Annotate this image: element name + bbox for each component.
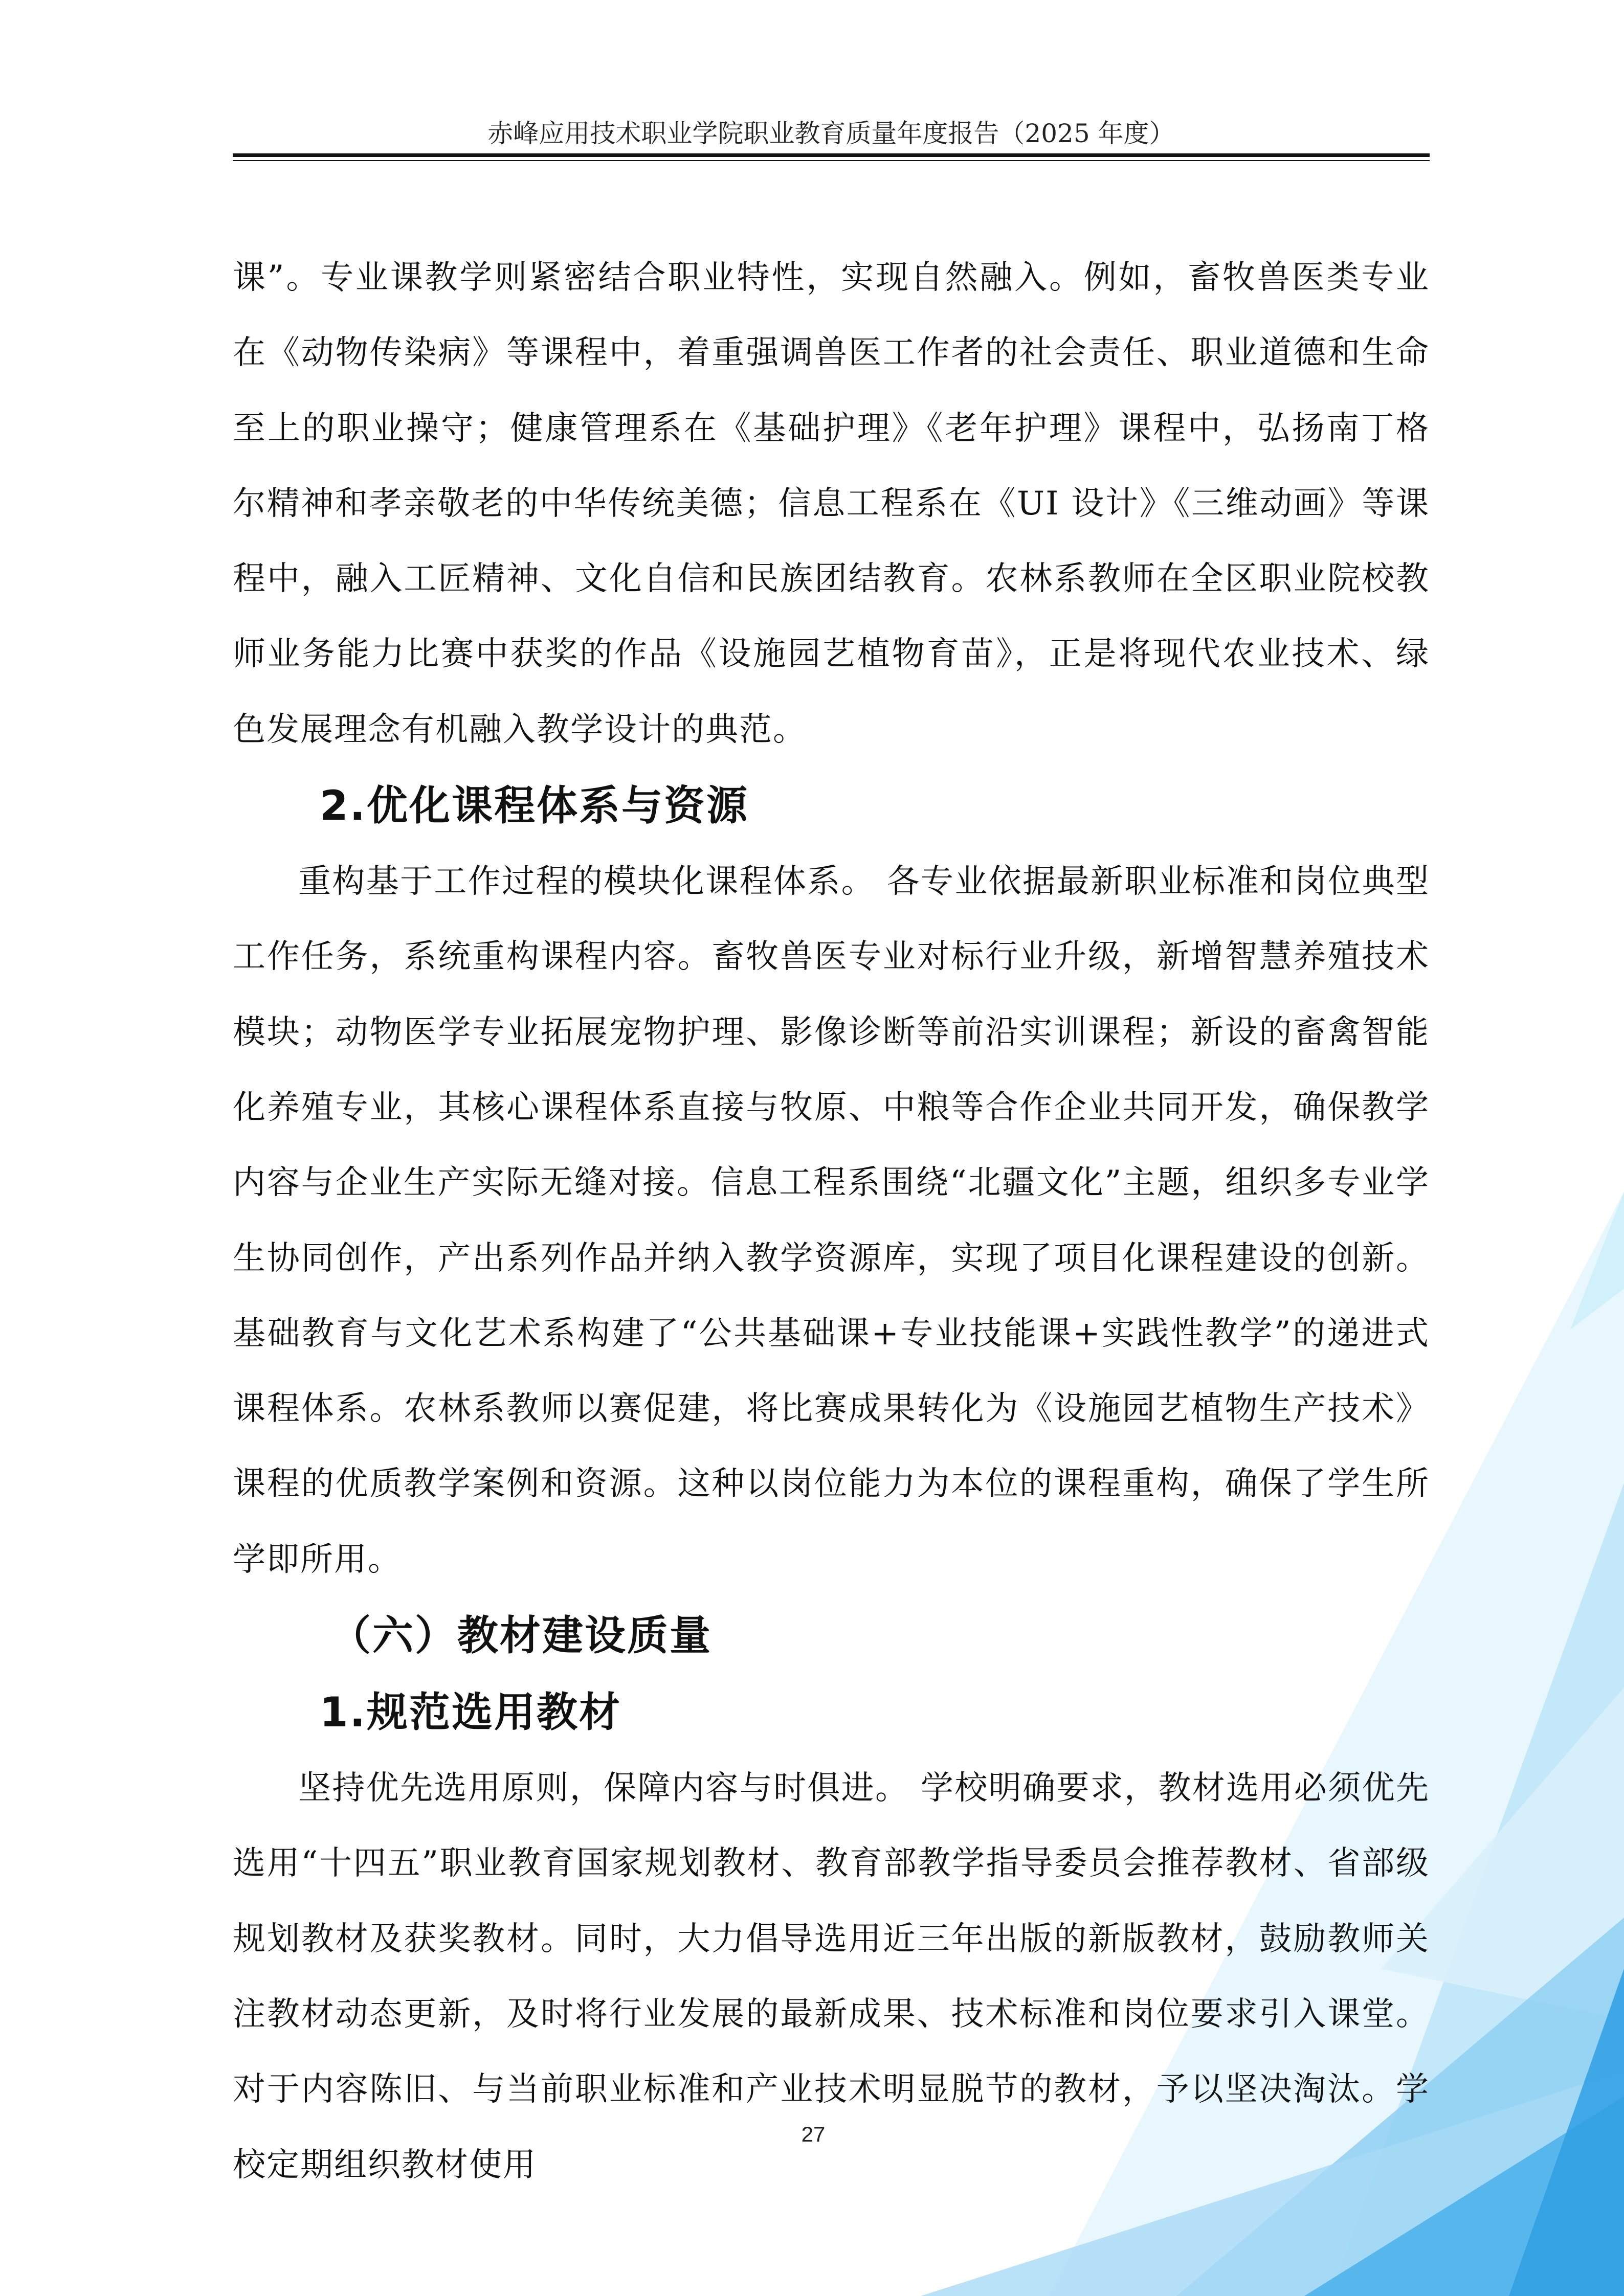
paragraph-textbook-selection: 坚持优先选用原则，保障内容与时俱进。 学校明确要求，教材选用必须优先选用“十四五”职业教育国家规划教材、教育部教学指导委员会推荐教材、省部级规划教材及获奖教材。同时，大力倡导选用近三年出版的新版教材，鼓励教师关注教材动态更新，及时将行业发展的最新成果、技术标准和岗位要求引入课堂。对于内容陈旧、与当前职业标准和产业技术明显脱节的教材，予以坚决淘汰。学校定期组织教材使用 xyxy=(233,1769,1430,2184)
paragraph-course-integration: 课”。专业课教学则紧密结合职业特性，实现自然融入。例如，畜牧兽医类专业在《动物传染病》等课程中，着重强调兽医工作者的社会责任、职业道德和生命至上的职业操守；健康管理系在《基础护理》《老年护理》课程中，弘扬南丁格尔精神和孝亲敬老的中华传统美德；信息工程系在《UI 设计》《三维动画》等课程中，融入工匠精神、文化自信和民族团结教育。农林系教师在全区职业院校教师业务能力比赛中获奖的作品《设施园艺植物育苗》，正是将现代农业技术、绿色发展理念有机融入教学设计的典范。 xyxy=(233,259,1430,749)
report-body xyxy=(233,240,1430,2203)
paragraph-modular-curriculum: 重构基于工作过程的模块化课程体系。 各专业依据最新职业标准和岗位典型工作任务，系统重构课程内容。畜牧兽医专业对标行业升级，新增智慧养殖技术模块；动物医学专业拓展宠物护理、影像诊断等前沿实训课程；新设的畜禽智能化养殖专业，其核心课程体系直接与牧原、中粮等合作企业共同开发，确保教学内容与企业生产实际无缝对接。信息工程系围绕“北疆文化”主题，组织多专业学生协同创作，产出系列作品并纳入教学资源库，实现了项目化课程建设的创新。基础教育与文化艺术系构建了“公共基础课+专业技能课+实践性教学”的递进式课程体系。农林系教师以赛促建，将比赛成果转化为《设施园艺植物生产技术》课程的优质教学案例和资源。这种以岗位能力为本位的课程重构，确保了学生所学即所用。 xyxy=(233,863,1430,1579)
heading-optimize-curriculum: 2.优化课程体系与资源 xyxy=(320,782,749,830)
header-rule-thick xyxy=(233,153,1430,157)
page-header-title: 赤峰应用技术职业学院职业教育质量年度报告（2025 年度） xyxy=(487,119,1175,148)
heading-standardize-textbooks: 1.规范选用教材 xyxy=(320,1689,622,1737)
header-rule-thin xyxy=(233,160,1430,161)
page-number: 27 xyxy=(801,2122,826,2146)
heading-textbook-quality: （六）教材建设质量 xyxy=(330,1612,712,1660)
